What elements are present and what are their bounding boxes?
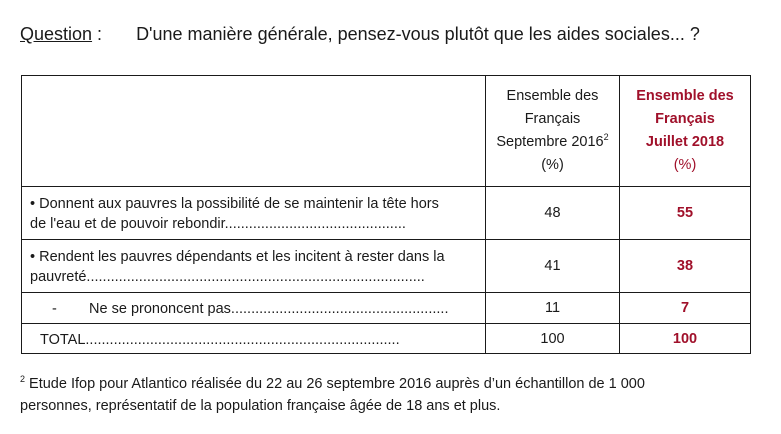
value-2016: 11 xyxy=(486,293,620,324)
row-label-line2: pauvreté.................................................................................... xyxy=(30,269,425,285)
value-2018: 7 xyxy=(620,293,751,324)
table-row xyxy=(22,240,751,293)
header-2016-line1: Ensemble des xyxy=(506,88,599,104)
footnote-text: Etude Ifop pour Atlantico réalisée du 22 au 26 septembre 2016 auprès d’un échantillon de 1 000 xyxy=(25,376,645,392)
value-2018: 38 xyxy=(620,240,751,293)
row-label-line1: • Rendent les pauvres dépendants et les incitent à rester dans la xyxy=(30,249,445,265)
table-row xyxy=(22,293,751,324)
footnote xyxy=(20,373,740,417)
footnote-marker: 2 xyxy=(20,374,26,385)
value-2018: 100 xyxy=(620,324,751,354)
header-2016-footnote-ref: 2 xyxy=(603,132,609,143)
header-2018-line2: Français xyxy=(655,111,715,127)
row-label: TOTAL.............................................................................. xyxy=(22,324,486,354)
header-2016-unit: (%) xyxy=(541,157,564,173)
value-2018: 55 xyxy=(620,187,751,240)
question-colon: : xyxy=(92,24,103,44)
header-empty-cell xyxy=(22,76,486,187)
value-2016: 100 xyxy=(486,324,620,354)
row-label xyxy=(22,187,486,240)
table-row-total xyxy=(22,324,751,354)
header-2018-line1: Ensemble des xyxy=(636,88,734,104)
survey-table xyxy=(21,75,751,354)
table-header-row xyxy=(22,76,751,187)
footnote-line2: personnes, représentatif de la population française âgée de 18 ans et plus. xyxy=(20,398,501,414)
row-label-line1: • Donnent aux pauvres la possibilité de se maintenir la tête hors xyxy=(30,196,439,212)
row-label-line2: de l'eau et de pouvoir rebondir............................................. xyxy=(30,216,406,232)
footnote-line1 xyxy=(20,373,740,395)
header-2016-line3 xyxy=(486,131,619,154)
question-line xyxy=(20,24,700,45)
row-label xyxy=(22,240,486,293)
value-2016: 41 xyxy=(486,240,620,293)
header-2016-date: Septembre 2016 xyxy=(496,134,604,150)
header-september-2016 xyxy=(486,76,620,187)
table-row xyxy=(22,187,751,240)
value-2016: 48 xyxy=(486,187,620,240)
question-label: Question xyxy=(20,24,93,44)
header-2016-line2: Français xyxy=(524,111,581,127)
header-july-2018 xyxy=(620,76,751,187)
row-label: - Ne se prononcent pas...................................................... xyxy=(22,293,486,324)
header-2018-line3: Juillet 2018 xyxy=(645,134,725,150)
question-text: D'une manière générale, pensez-vous plutôt que les aides sociales... ? xyxy=(136,24,700,44)
header-2018-unit: (%) xyxy=(673,157,697,173)
